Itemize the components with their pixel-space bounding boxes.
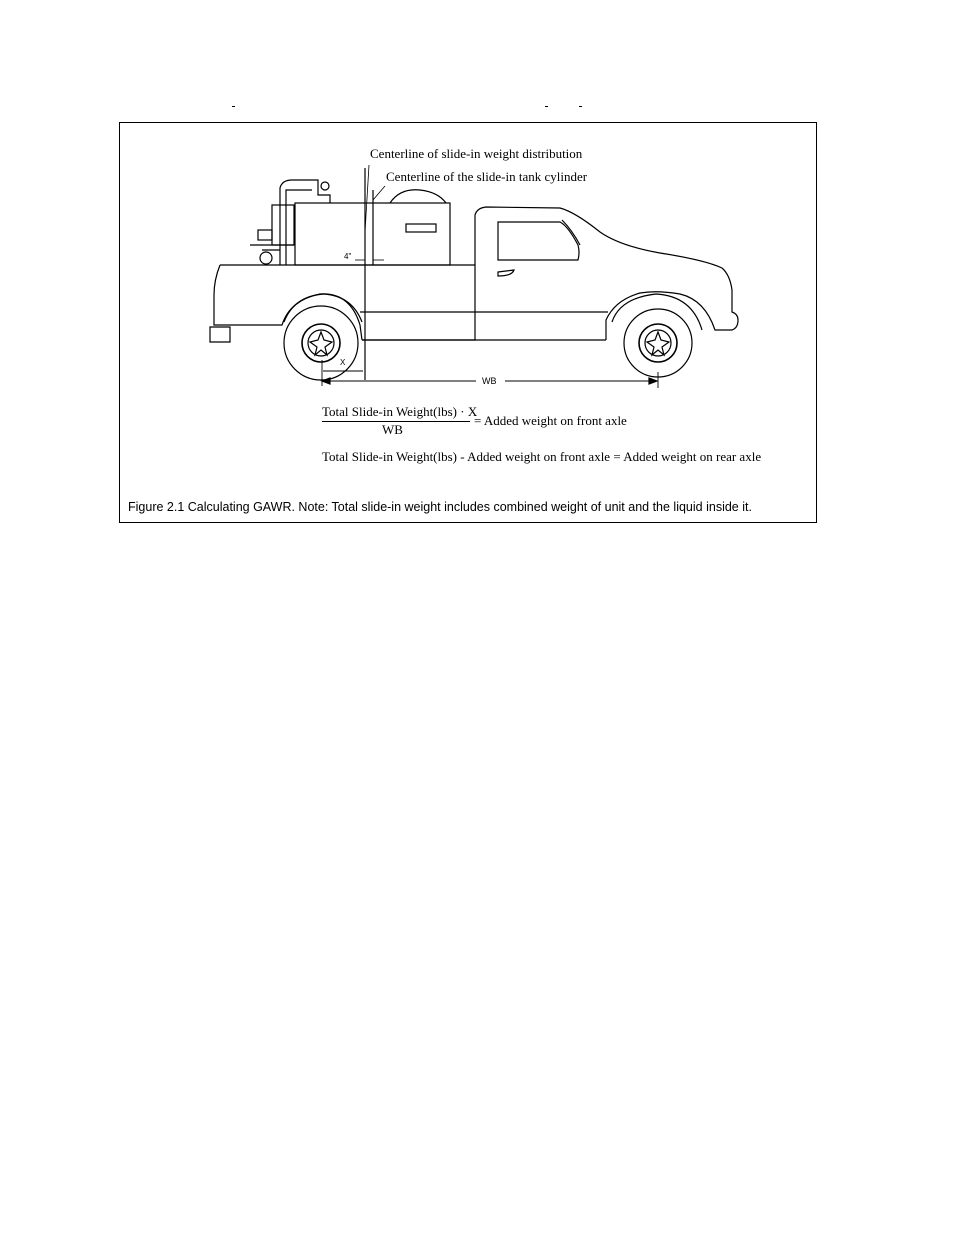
tank-badge	[406, 224, 436, 232]
rear-tire	[284, 306, 358, 380]
formula1-numerator: Total Slide-in Weight(lbs) · X	[322, 404, 478, 419]
cab-window	[498, 222, 579, 260]
pump-pipe	[280, 180, 330, 265]
front-tire	[624, 309, 692, 377]
rear-spokes	[310, 332, 332, 355]
rear-bumper	[210, 327, 230, 342]
label-offset: 4"	[344, 252, 352, 261]
figure-caption: Figure 2.1 Calculating GAWR. Note: Total slide-in weight includes combined weight of unit and the liquid inside it.	[128, 500, 752, 514]
formula1-result: = Added weight on front axle	[474, 413, 627, 428]
truck-rear-body	[214, 265, 362, 340]
pump-pipe-inner	[286, 190, 312, 265]
label-wb: WB	[482, 376, 497, 386]
door-handle	[498, 270, 514, 276]
wb-arrow-right	[649, 378, 657, 384]
label-tank-centerline: Centerline of the slide-in tank cylinder	[386, 169, 588, 184]
valve-wheel	[260, 252, 272, 264]
label-x: X	[340, 358, 346, 367]
valve	[258, 230, 272, 240]
pump-cap	[321, 182, 329, 190]
wb-arrow-left	[322, 378, 330, 384]
label-weight-centerline: Centerline of slide-in weight distribution	[370, 146, 583, 161]
pump-fitting	[250, 245, 294, 250]
rear-fender-arch	[284, 294, 362, 322]
formula1-denominator: WB	[382, 422, 403, 437]
tank-label-leader	[373, 186, 385, 200]
pump-body	[272, 205, 294, 245]
formula2: Total Slide-in Weight(lbs) - Added weight on front axle = Added weight on rear axle	[322, 449, 762, 464]
tank-lid	[390, 190, 446, 203]
front-spokes	[647, 332, 669, 355]
